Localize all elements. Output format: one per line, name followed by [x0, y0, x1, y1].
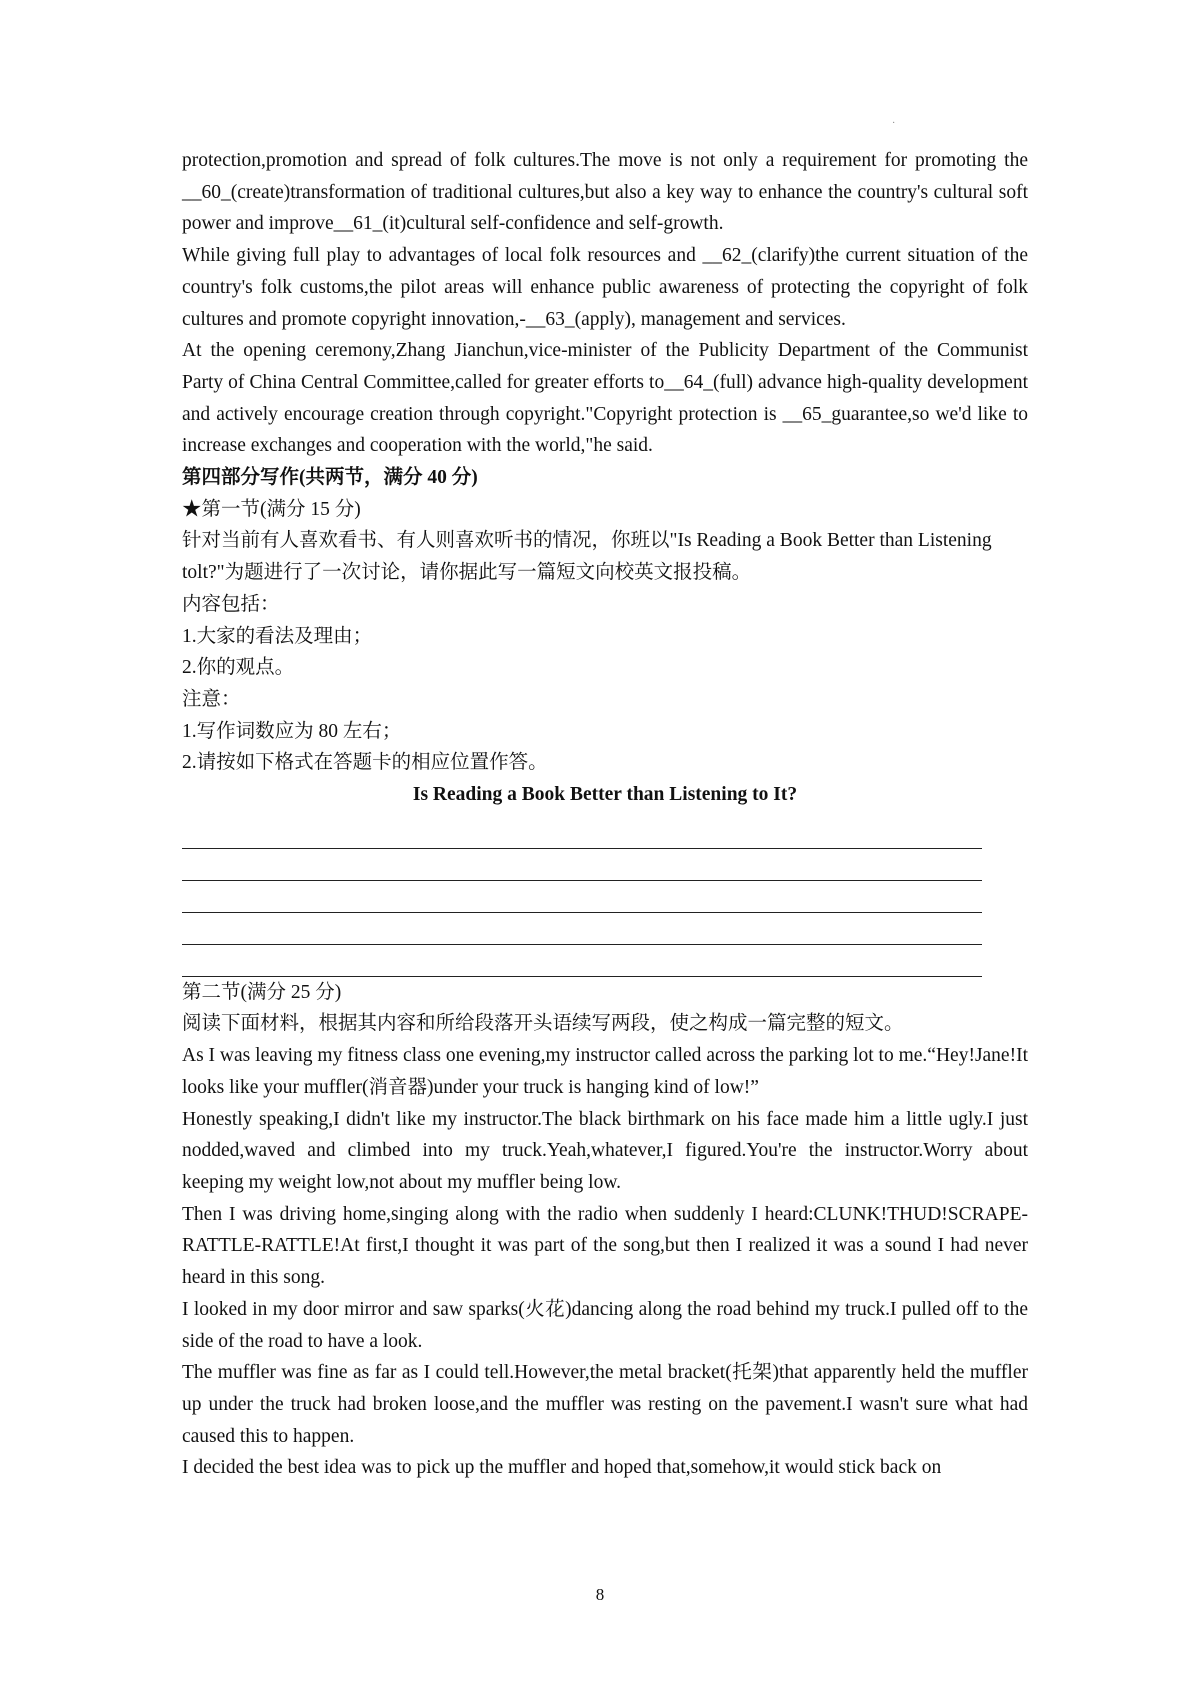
- passage-paragraph-3: At the opening ceremony,Zhang Jianchun,vice-minister of the Publicity Department of the Communist Party of China Central Committee,called for greater efforts to__64_(full) advance high-quality development and actively encourage creation through copyright."Copyright protection is __65_guarantee,so we'd like to increase exchanges and cooperation with the world,"he said.: [182, 340, 1028, 457]
- story-paragraph-1: As I was leaving my fitness class one evening,my instructor called across the parking lot to me.“Hey!Jane!It looks like your muffler(消音器)under your truck is hanging kind of low!”: [182, 1045, 1028, 1098]
- answer-line: [182, 881, 982, 913]
- answer-line: [182, 945, 982, 977]
- document-page: [182, 145, 1028, 1484]
- section-one-prompt: 针对当前有人喜欢看书、有人则喜欢听书的情况，你班以"Is Reading a Book Better than Listening tolt?"为题进行了一次讨论，请你据此写一篇短文向校英文报投稿。: [182, 530, 992, 584]
- notes-label: 注意：: [182, 688, 241, 710]
- part-four-heading: 第四部分写作(共两节，满分 40 分): [182, 467, 478, 489]
- story-paragraph-2: Honestly speaking,I didn't like my instructor.The black birthmark on his face made him a little ugly.I just nodded,waved and climbed into my truck.Yeah,whatever,I figured.You're the instructor.Worry about keeping my weight low,not about my muffler being low.: [182, 1108, 1028, 1193]
- passage-paragraph-1: protection,promotion and spread of folk cultures.The move is not only a requirement for promoting the __60_(create)transformation of traditional cultures,but also a key way to enhance the country's cultural soft power and improve__61_(it)cultural self-confidence and self-growth.: [182, 150, 1028, 235]
- section-one-heading: ★第一节(满分 15 分): [182, 498, 361, 520]
- scan-dot-mark: ·: [892, 118, 896, 129]
- section-two-instruction: 阅读下面材料，根据其内容和所给段落开头语续写两段，使之构成一篇完整的短文。: [182, 1013, 904, 1035]
- section-two-heading: 第二节(满分 25 分): [182, 981, 342, 1003]
- passage-paragraph-2: While giving full play to advantages of local folk resources and __62_(clarify)the current situation of the country's folk customs,the pilot areas will enhance public awareness of protecting the copyright of folk cultures and promote copyright innovation,-__63_(apply), management and services.: [182, 245, 1028, 330]
- note-item-2: 2.请按如下格式在答题卡的相应位置作答。: [182, 752, 548, 774]
- page-number: 8: [595, 1585, 605, 1604]
- answer-line: [182, 817, 982, 849]
- answer-line: [182, 913, 982, 945]
- story-paragraph-3: Then I was driving home,singing along with the radio when suddenly I heard:CLUNK!THUD!SCRAPE-RATTLE-RATTLE!At first,I thought it was part of the song,but then I realized it was a sound I had never heard in this song.: [182, 1203, 1028, 1289]
- note-item-1: 1.写作词数应为 80 左右；: [182, 720, 402, 742]
- content-item-2: 2.你的观点。: [182, 657, 295, 679]
- answer-lines: [182, 817, 1028, 977]
- content-item-1: 1.大家的看法及理由；: [182, 625, 373, 647]
- content-label: 内容包括：: [182, 593, 280, 615]
- answer-line: [182, 849, 982, 881]
- story-paragraph-4: I looked in my door mirror and saw sparks(火花)dancing along the road behind my truck.I pulled off to the side of the road to have a look.: [182, 1298, 1028, 1352]
- essay-title: Is Reading a Book Better than Listening to It?: [412, 784, 798, 806]
- story-paragraph-5: The muffler was fine as far as I could tell.However,the metal bracket(托架)that apparently held the muffler up under the truck had broken loose,and the muffler was resting on the pavement.I wasn't sure what had caused this to happen.: [182, 1362, 1028, 1447]
- story-paragraph-6: I decided the best idea was to pick up the muffler and hoped that,somehow,it would stick back on: [182, 1457, 942, 1479]
